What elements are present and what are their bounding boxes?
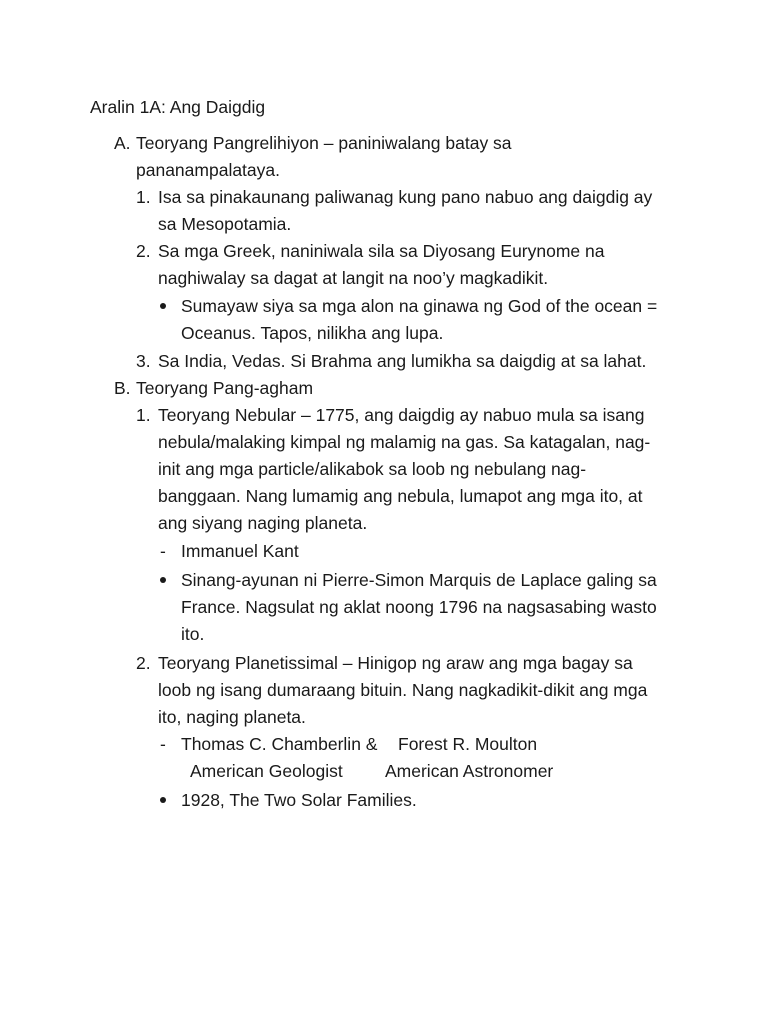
item-b2-dash-name-1: Thomas C. Chamberlin &	[181, 734, 378, 754]
item-b2-dash-name-2: Forest R. Moulton	[398, 734, 538, 754]
item-a3-marker: 3.	[136, 351, 151, 371]
item-a1-text: Isa sa pinakaunang paliwanag kung pano nabuo ang daigdig ay	[158, 187, 653, 207]
item-a2-bullet: Sumayaw siya sa mga alon na ginawa ng God of the ocean =	[181, 296, 658, 316]
item-a2-text: Sa mga Greek, naniniwala sila sa Diyosang Eurynome na	[158, 241, 605, 261]
item-b1-marker: 1.	[136, 405, 151, 425]
item-a1-marker: 1.	[136, 187, 151, 207]
section-b-marker: B.	[114, 378, 131, 398]
item-b1-bullet: Sinang-ayunan ni Pierre-Simon Marquis de Laplace galing sa	[181, 570, 657, 590]
item-b1-text-5: ang siyang naging planeta.	[158, 513, 368, 533]
document-title: Aralin 1A: Ang Daigdig	[90, 97, 266, 117]
item-b1-dash: Immanuel Kant	[181, 541, 299, 561]
item-b2-text-2: loob ng isang dumaraang bituin. Nang nagkadikit-dikit ang mga	[158, 680, 648, 700]
dash-marker: -	[160, 734, 166, 754]
item-a2-text-cont: naghiwalay sa dagat at langit na noo’y magkadikit.	[158, 268, 549, 288]
item-a3-text: Sa India, Vedas. Si Brahma ang lumikha sa daigdig at sa lahat.	[158, 351, 647, 371]
item-b2-bullet: 1928, The Two Solar Families.	[181, 790, 417, 810]
item-b1-text-4: banggaan. Nang lumamig ang nebula, lumapot ang mga ito, at	[158, 486, 643, 506]
section-a-heading-cont: pananampalataya.	[136, 160, 280, 180]
item-b2-marker: 2.	[136, 653, 151, 673]
item-a1-text-cont: sa Mesopotamia.	[158, 214, 292, 234]
item-b2-text: Teoryang Planetissimal – Hinigop ng araw ang mga bagay sa	[158, 653, 633, 673]
dash-marker: -	[160, 541, 166, 561]
item-a2-marker: 2.	[136, 241, 151, 261]
section-b-heading: Teoryang Pang-agham	[136, 378, 314, 398]
item-b2-role-1: American Geologist	[190, 761, 343, 781]
item-a2-bullet-cont: Oceanus. Tapos, nilikha ang lupa.	[181, 323, 444, 343]
item-b1-text-3: init ang mga particle/alikabok sa loob ng nebulang nag-	[158, 459, 587, 479]
item-b1-text: Teoryang Nebular – 1775, ang daigdig ay nabuo mula sa isang	[158, 405, 645, 425]
item-b1-bullet-3: ito.	[181, 624, 205, 644]
bullet-icon	[160, 577, 166, 583]
bullet-icon	[160, 303, 166, 309]
item-b1-text-2: nebula/malaking kimpal ng malamig na gas. Sa katagalan, nag-	[158, 432, 651, 452]
section-a-heading: Teoryang Pangrelihiyon – paniniwalang batay sa	[136, 133, 512, 153]
bullet-icon	[160, 797, 166, 803]
item-b2-role-2: American Astronomer	[385, 761, 554, 781]
item-b1-bullet-2: France. Nagsulat ng aklat noong 1796 na nagsasabing wasto	[181, 597, 657, 617]
item-b2-text-3: ito, naging planeta.	[158, 707, 306, 727]
section-a-marker: A.	[114, 133, 131, 153]
